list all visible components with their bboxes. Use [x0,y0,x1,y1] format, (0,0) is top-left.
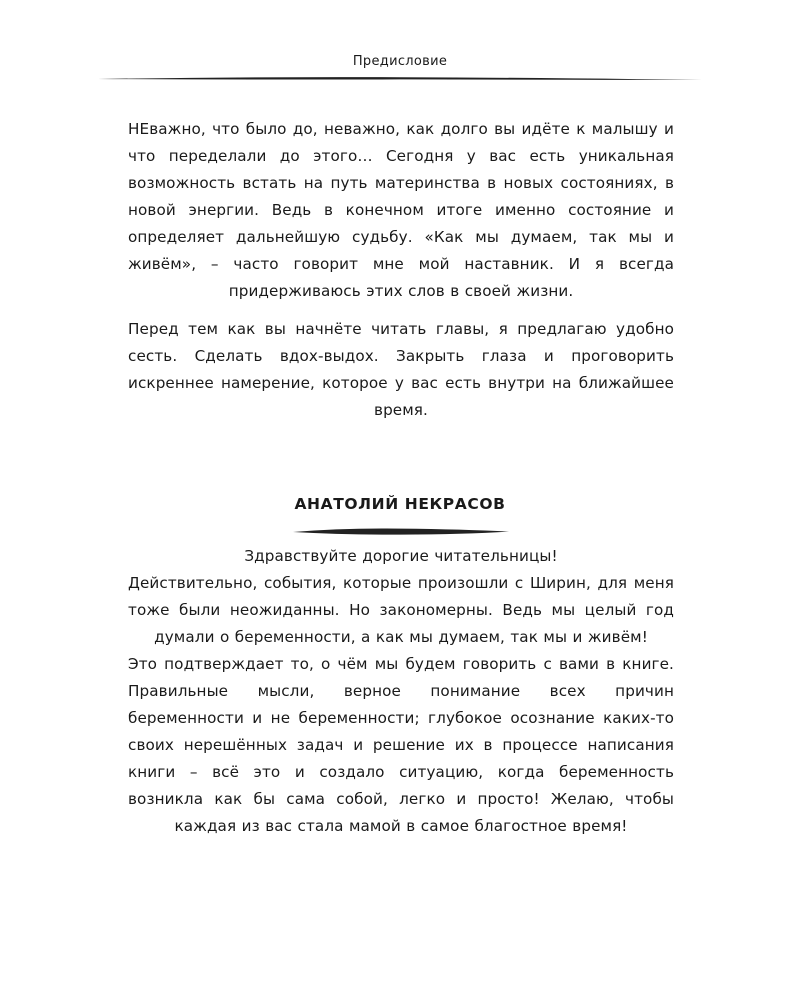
running-head: Предисловие [352,54,448,69]
intro-paragraph-1: НЕважно, что было до, неважно, как долго вы идёте к малышу и что переделали до этого… Сегодня у вас есть уникальная возможность встать на путь материнства в новых состояниях, в новой энергии. Ведь в конечном итоге именно состояние и определяет дальнейшую судьбу. «Как мы думаем, так мы и живём», – часто говорит мне мой наставник. И я всегда придерживаюсь этих слов в своей жизни. [128,120,674,300]
title-rule [293,526,509,538]
section-paragraph-2: Это подтверждает то, о чём мы будем говорить с вами в книге. Правильные мысли, верное понимание всех причин беременности и не беременности; глубокое осознание каких-то своих нерешённых задач и решение их в процессе написания книги – всё это и создало ситуацию, когда беременность возникла как бы сама собой, легко и просто! Желаю, чтобы каждая из вас стала мамой в самое благостное время! [128,655,674,835]
section-body [128,543,674,840]
section-paragraph-1: Действительно, события, которые произошли с Ширин, для меня тоже были неожиданны. Но закономерны. Ведь мы целый год думали о беременности, а как мы думаем, так мы и живём! [128,574,674,646]
section-title: АНАТОЛИЙ НЕКРАСОВ [294,495,506,513]
intro-paragraph-2-block [128,316,674,424]
intro-paragraph-2: Перед тем как вы начнёте читать главы, я предлагаю удобно сесть. Сделать вдох-выдох. Закрыть глаза и проговорить искреннее намерение, которое у вас есть внутри на ближайшее время. [128,320,674,419]
greeting-line: Здравствуйте дорогие читательницы! [244,547,558,565]
intro-paragraph-1-block [128,116,674,305]
header-rule [98,74,702,84]
